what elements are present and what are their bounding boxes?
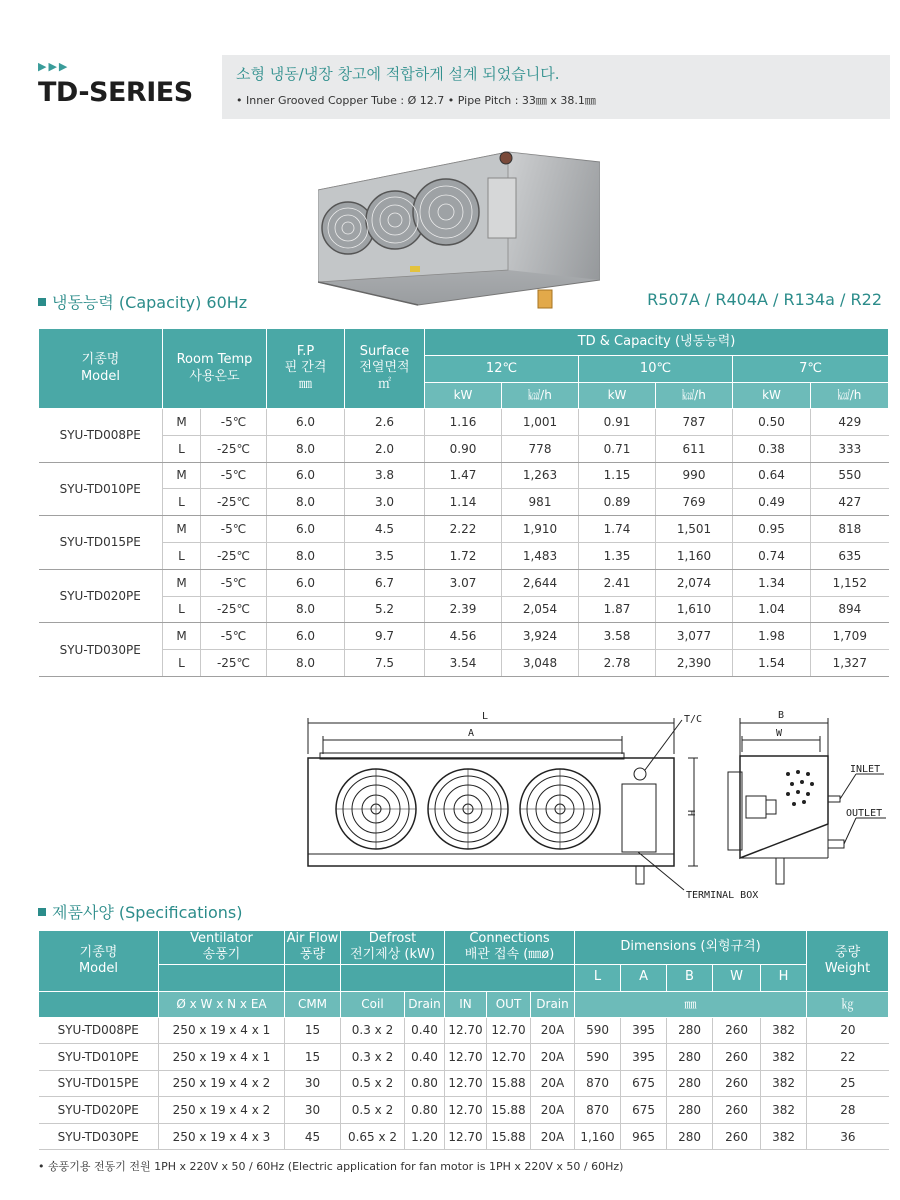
spec-cell: 382 xyxy=(761,1070,807,1097)
model-cell: SYU-TD030PE xyxy=(39,623,163,677)
capacity-row xyxy=(39,542,889,569)
capacity-cell: 3.54 xyxy=(425,650,502,677)
spec-cell: 280 xyxy=(667,1017,713,1044)
header-kw: kW xyxy=(425,383,502,409)
capacity-cell: 0.95 xyxy=(733,516,811,543)
spec-header-weight: 중량 Weight xyxy=(807,931,889,992)
capacity-cell: 427 xyxy=(811,489,889,516)
spec-header-airflow: Air Flow 풍량 xyxy=(285,931,341,965)
capacity-cell: 3.8 xyxy=(345,462,425,489)
spec-unit-drain: Drain xyxy=(405,991,445,1017)
capacity-cell: -25℃ xyxy=(201,435,267,462)
capacity-cell: 1,001 xyxy=(502,409,579,436)
spec-unit-kg: ㎏ xyxy=(807,991,889,1017)
header-td-7: 7℃ xyxy=(733,356,889,383)
spec-cell: 1.20 xyxy=(405,1123,445,1150)
capacity-cell: 2.22 xyxy=(425,516,502,543)
capacity-cell: 1,709 xyxy=(811,623,889,650)
spec-cell: 15.88 xyxy=(487,1123,531,1150)
spec-cell: 12.70 xyxy=(487,1017,531,1044)
spec-cell: 20 xyxy=(807,1017,889,1044)
terminal-box-label: TERMINAL BOX xyxy=(686,890,759,901)
capacity-title-text: 냉동능력 (Capacity) 60Hz xyxy=(52,293,248,312)
capacity-cell: -5℃ xyxy=(201,516,267,543)
capacity-row xyxy=(39,409,889,436)
spec-cell: 15 xyxy=(285,1044,341,1071)
capacity-cell: 1,910 xyxy=(502,516,579,543)
capacity-cell: 981 xyxy=(502,489,579,516)
spec-cell: 20A xyxy=(531,1017,575,1044)
spec-cell: 12.70 xyxy=(487,1044,531,1071)
capacity-cell: 0.64 xyxy=(733,462,811,489)
spec-header-ventilator: Ventilator 송풍기 xyxy=(159,931,285,965)
capacity-cell: -25℃ xyxy=(201,650,267,677)
capacity-cell: 1,152 xyxy=(811,569,889,596)
spec-row xyxy=(39,1097,889,1124)
capacity-cell: 818 xyxy=(811,516,889,543)
capacity-cell: -5℃ xyxy=(201,409,267,436)
header-model: 기종명 Model xyxy=(39,329,163,409)
spec-cell: 382 xyxy=(761,1044,807,1071)
spec-header-connections: Connections 배관 접속 (㎜ø) xyxy=(445,931,575,965)
capacity-cell: 1.04 xyxy=(733,596,811,623)
spec-cell: 590 xyxy=(575,1044,621,1071)
capacity-cell: 1,160 xyxy=(656,542,733,569)
capacity-cell: 778 xyxy=(502,435,579,462)
spec-cell: 30 xyxy=(285,1097,341,1124)
spec-cell: 250 x 19 x 4 x 1 xyxy=(159,1044,285,1071)
spec-cell: 12.70 xyxy=(445,1044,487,1071)
capacity-cell: 4.56 xyxy=(425,623,502,650)
capacity-cell: 5.2 xyxy=(345,596,425,623)
capacity-cell: -25℃ xyxy=(201,542,267,569)
capacity-cell: 1.34 xyxy=(733,569,811,596)
spec-header-blank xyxy=(445,964,575,991)
capacity-cell: 6.0 xyxy=(267,516,345,543)
spec-cell: 0.80 xyxy=(405,1097,445,1124)
capacity-cell: 1.87 xyxy=(579,596,656,623)
spec-unit-cmm: CMM xyxy=(285,991,341,1017)
capacity-cell: 1.74 xyxy=(579,516,656,543)
capacity-cell: 787 xyxy=(656,409,733,436)
spec-cell: 0.3 x 2 xyxy=(341,1017,405,1044)
spec-cell: 260 xyxy=(713,1123,761,1150)
spec-cell: 260 xyxy=(713,1044,761,1071)
capacity-cell: 6.0 xyxy=(267,409,345,436)
capacity-cell: 2,054 xyxy=(502,596,579,623)
header-td-12: 12℃ xyxy=(425,356,579,383)
capacity-cell: L xyxy=(163,596,201,623)
spec-cell: 25 xyxy=(807,1070,889,1097)
capacity-cell: 0.50 xyxy=(733,409,811,436)
model-cell: SYU-TD015PE xyxy=(39,1070,159,1097)
spec-cell: 675 xyxy=(621,1097,667,1124)
dim-label-tc: T/C xyxy=(684,714,703,725)
header-room-temp: Room Temp 사용온도 xyxy=(163,329,267,409)
capacity-cell: 2.78 xyxy=(579,650,656,677)
spec-row xyxy=(39,1017,889,1044)
spec-cell: 0.80 xyxy=(405,1070,445,1097)
spec-unit-mm: ㎜ xyxy=(575,991,807,1017)
header-kw: kW xyxy=(733,383,811,409)
series-header xyxy=(38,60,193,108)
spec-header-dim-l: L xyxy=(575,964,621,991)
dim-label-b: B xyxy=(778,710,785,721)
outlet-label: OUTLET xyxy=(846,808,883,819)
capacity-cell: 6.0 xyxy=(267,623,345,650)
dim-label-w: W xyxy=(776,728,783,739)
specs-table xyxy=(38,930,889,1150)
spec-cell: 12.70 xyxy=(445,1070,487,1097)
capacity-cell: 0.49 xyxy=(733,489,811,516)
spec-cell: 250 x 19 x 4 x 2 xyxy=(159,1097,285,1124)
capacity-row xyxy=(39,569,889,596)
spec-cell: 28 xyxy=(807,1097,889,1124)
model-cell: SYU-TD020PE xyxy=(39,1097,159,1124)
spec-cell: 12.70 xyxy=(445,1123,487,1150)
capacity-cell: -25℃ xyxy=(201,596,267,623)
capacity-cell: 3,048 xyxy=(502,650,579,677)
spec-cell: 0.5 x 2 xyxy=(341,1097,405,1124)
capacity-cell: 769 xyxy=(656,489,733,516)
spec-cell: 280 xyxy=(667,1070,713,1097)
spec-cell: 20A xyxy=(531,1097,575,1124)
spec-cell: 260 xyxy=(713,1017,761,1044)
series-title: TD-SERIES xyxy=(38,77,193,108)
spec-cell: 30 xyxy=(285,1070,341,1097)
spec-cell: 12.70 xyxy=(445,1097,487,1124)
capacity-cell: 8.0 xyxy=(267,596,345,623)
header-kcal: ㎉/h xyxy=(811,383,889,409)
capacity-row xyxy=(39,623,889,650)
spec-cell: 20A xyxy=(531,1044,575,1071)
capacity-cell: 6.0 xyxy=(267,569,345,596)
spec-cell: 395 xyxy=(621,1044,667,1071)
spec-cell: 15.88 xyxy=(487,1097,531,1124)
spec-header-dim-w: W xyxy=(713,964,761,991)
capacity-cell: 6.0 xyxy=(267,462,345,489)
spec-cell: 1,160 xyxy=(575,1123,621,1150)
model-cell: SYU-TD010PE xyxy=(39,462,163,516)
inlet-label: INLET xyxy=(850,764,881,775)
spec-cell: 250 x 19 x 4 x 1 xyxy=(159,1017,285,1044)
spec-cell: 45 xyxy=(285,1123,341,1150)
capacity-cell: 2.41 xyxy=(579,569,656,596)
capacity-cell: 1,501 xyxy=(656,516,733,543)
banner-title: 소형 냉동/냉장 창고에 적합하게 설계 되었습니다. xyxy=(236,65,560,83)
spec-header-blank xyxy=(285,964,341,991)
spec-header-dimensions: Dimensions (외형규격) xyxy=(575,931,807,965)
spec-row xyxy=(39,1070,889,1097)
capacity-cell: -5℃ xyxy=(201,623,267,650)
spec-cell: 0.3 x 2 xyxy=(341,1044,405,1071)
capacity-cell: M xyxy=(163,462,201,489)
spec-cell: 15 xyxy=(285,1017,341,1044)
spec-cell: 12.70 xyxy=(445,1017,487,1044)
capacity-cell: 0.91 xyxy=(579,409,656,436)
capacity-row xyxy=(39,596,889,623)
spec-cell: 22 xyxy=(807,1044,889,1071)
capacity-cell: 2.6 xyxy=(345,409,425,436)
capacity-cell: 2,644 xyxy=(502,569,579,596)
capacity-cell: L xyxy=(163,650,201,677)
capacity-cell: -5℃ xyxy=(201,462,267,489)
footnote: • 송풍기용 전동기 전원 1PH x 220V x 50 / 60Hz (Electric application for fan motor is 1PH x 220V x 50 / 60Hz) xyxy=(38,1160,624,1173)
capacity-cell: 9.7 xyxy=(345,623,425,650)
spec-cell: 0.5 x 2 xyxy=(341,1070,405,1097)
header-kcal: ㎉/h xyxy=(656,383,733,409)
header-td-10: 10℃ xyxy=(579,356,733,383)
capacity-cell: 1.16 xyxy=(425,409,502,436)
dimension-diagram xyxy=(300,706,900,906)
dim-label-l: L xyxy=(482,711,489,722)
capacity-cell: 3.58 xyxy=(579,623,656,650)
capacity-cell: 6.7 xyxy=(345,569,425,596)
specs-title-text: 제품사양 (Specifications) xyxy=(52,903,243,922)
feature-banner xyxy=(222,55,890,119)
capacity-cell: 1,327 xyxy=(811,650,889,677)
capacity-cell: 2.0 xyxy=(345,435,425,462)
capacity-cell: 3,077 xyxy=(656,623,733,650)
spec-cell: 382 xyxy=(761,1123,807,1150)
spec-cell: 870 xyxy=(575,1070,621,1097)
spec-cell: 250 x 19 x 4 x 2 xyxy=(159,1070,285,1097)
capacity-table xyxy=(38,328,889,677)
capacity-cell: 7.5 xyxy=(345,650,425,677)
capacity-cell: -25℃ xyxy=(201,489,267,516)
dim-label-h: H xyxy=(685,810,696,817)
spec-cell: 0.40 xyxy=(405,1017,445,1044)
square-bullet-icon xyxy=(38,298,46,306)
capacity-cell: 3,924 xyxy=(502,623,579,650)
header-kcal: ㎉/h xyxy=(502,383,579,409)
spec-cell: 395 xyxy=(621,1017,667,1044)
specs-section-title xyxy=(38,900,242,923)
spec-cell: 280 xyxy=(667,1044,713,1071)
model-cell: SYU-TD020PE xyxy=(39,569,163,623)
capacity-cell: 0.71 xyxy=(579,435,656,462)
capacity-cell: 1.47 xyxy=(425,462,502,489)
spec-cell: 260 xyxy=(713,1070,761,1097)
capacity-cell: 990 xyxy=(656,462,733,489)
dim-label-a: A xyxy=(468,728,475,739)
capacity-cell: 2,074 xyxy=(656,569,733,596)
capacity-cell: 1,263 xyxy=(502,462,579,489)
spec-cell: 590 xyxy=(575,1017,621,1044)
capacity-cell: 0.38 xyxy=(733,435,811,462)
spec-header-dim-b: B xyxy=(667,964,713,991)
spec-cell: 20A xyxy=(531,1070,575,1097)
capacity-cell: 1.35 xyxy=(579,542,656,569)
capacity-cell: M xyxy=(163,623,201,650)
capacity-cell: 635 xyxy=(811,542,889,569)
spec-cell: 280 xyxy=(667,1097,713,1124)
spec-unit-in: IN xyxy=(445,991,487,1017)
capacity-row xyxy=(39,489,889,516)
spec-header-dim-a: A xyxy=(621,964,667,991)
capacity-cell: 1,610 xyxy=(656,596,733,623)
spec-header-defrost: Defrost 전기제상 (kW) xyxy=(341,931,445,965)
header-surface: Surface 전열면적 ㎡ xyxy=(345,329,425,409)
spec-cell: 965 xyxy=(621,1123,667,1150)
capacity-row xyxy=(39,516,889,543)
spec-row xyxy=(39,1044,889,1071)
spec-cell: 15.88 xyxy=(487,1070,531,1097)
capacity-cell: M xyxy=(163,409,201,436)
capacity-cell: 333 xyxy=(811,435,889,462)
spec-unit-out: OUT xyxy=(487,991,531,1017)
model-cell: SYU-TD015PE xyxy=(39,516,163,570)
capacity-cell: 1.15 xyxy=(579,462,656,489)
capacity-cell: 0.89 xyxy=(579,489,656,516)
spec-cell: 675 xyxy=(621,1070,667,1097)
model-cell: SYU-TD030PE xyxy=(39,1123,159,1150)
capacity-cell: 3.0 xyxy=(345,489,425,516)
header-fin-pitch: F.P 핀 간격 ㎜ xyxy=(267,329,345,409)
spec-unit-conn-drain: Drain xyxy=(531,991,575,1017)
spec-row xyxy=(39,1123,889,1150)
triple-arrow-icon: ▶▶▶ xyxy=(38,60,70,73)
capacity-cell: 3.5 xyxy=(345,542,425,569)
spec-header-blank xyxy=(159,964,285,991)
capacity-cell: 0.90 xyxy=(425,435,502,462)
capacity-cell: 3.07 xyxy=(425,569,502,596)
spec-header-dim-h: H xyxy=(761,964,807,991)
capacity-cell: M xyxy=(163,516,201,543)
banner-subtitle: • Inner Grooved Copper Tube : Ø 12.7 • Pipe Pitch : 33㎜ x 38.1㎜ xyxy=(236,94,596,107)
capacity-row xyxy=(39,462,889,489)
spec-unit-coil: Coil xyxy=(341,991,405,1017)
capacity-cell: L xyxy=(163,542,201,569)
capacity-cell: 894 xyxy=(811,596,889,623)
spec-header-blank xyxy=(341,964,445,991)
capacity-cell: 1.98 xyxy=(733,623,811,650)
capacity-cell: 8.0 xyxy=(267,650,345,677)
header-td-capacity: TD & Capacity (냉동능력) xyxy=(425,329,889,356)
spec-cell: 0.40 xyxy=(405,1044,445,1071)
model-cell: SYU-TD010PE xyxy=(39,1044,159,1071)
square-bullet-icon xyxy=(38,908,46,916)
capacity-cell: 1.54 xyxy=(733,650,811,677)
capacity-cell: 8.0 xyxy=(267,542,345,569)
capacity-cell: 1.14 xyxy=(425,489,502,516)
spec-unit-ventilator: Ø x W x N x EA xyxy=(159,991,285,1017)
capacity-cell: L xyxy=(163,435,201,462)
capacity-cell: 8.0 xyxy=(267,435,345,462)
capacity-cell: 0.74 xyxy=(733,542,811,569)
product-photo xyxy=(318,140,600,312)
spec-cell: 280 xyxy=(667,1123,713,1150)
model-cell: SYU-TD008PE xyxy=(39,1017,159,1044)
capacity-cell: 1,483 xyxy=(502,542,579,569)
spec-cell: 870 xyxy=(575,1097,621,1124)
spec-header-model: 기종명 Model xyxy=(39,931,159,992)
capacity-cell: 2,390 xyxy=(656,650,733,677)
refrigerant-list: R507A / R404A / R134a / R22 xyxy=(647,290,882,309)
spec-cell: 382 xyxy=(761,1097,807,1124)
capacity-cell: 429 xyxy=(811,409,889,436)
capacity-cell: 611 xyxy=(656,435,733,462)
spec-cell: 0.65 x 2 xyxy=(341,1123,405,1150)
capacity-cell: L xyxy=(163,489,201,516)
spec-cell: 260 xyxy=(713,1097,761,1124)
capacity-cell: 550 xyxy=(811,462,889,489)
spec-header-blank xyxy=(39,991,159,1017)
capacity-cell: 8.0 xyxy=(267,489,345,516)
capacity-row xyxy=(39,650,889,677)
model-cell: SYU-TD008PE xyxy=(39,409,163,463)
capacity-cell: M xyxy=(163,569,201,596)
capacity-cell: -5℃ xyxy=(201,569,267,596)
capacity-cell: 4.5 xyxy=(345,516,425,543)
capacity-section-title xyxy=(38,290,247,313)
spec-cell: 250 x 19 x 4 x 3 xyxy=(159,1123,285,1150)
capacity-row xyxy=(39,435,889,462)
spec-cell: 36 xyxy=(807,1123,889,1150)
header-kw: kW xyxy=(579,383,656,409)
capacity-cell: 2.39 xyxy=(425,596,502,623)
spec-cell: 382 xyxy=(761,1017,807,1044)
spec-cell: 20A xyxy=(531,1123,575,1150)
capacity-cell: 1.72 xyxy=(425,542,502,569)
